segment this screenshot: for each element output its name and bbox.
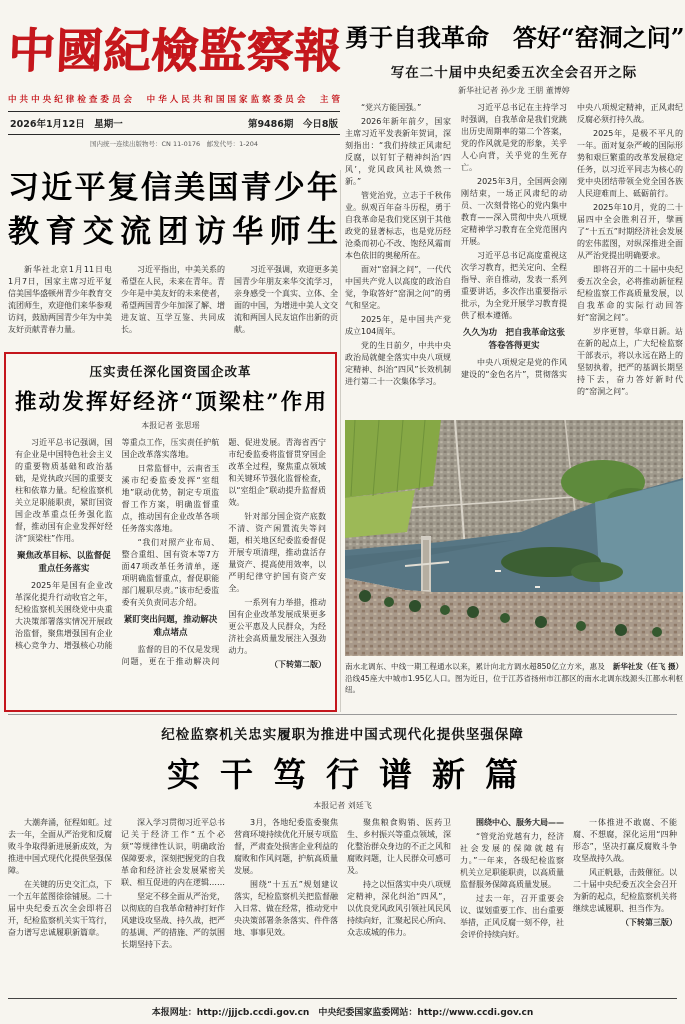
article-body (15, 437, 326, 699)
article-xi-reply (8, 166, 338, 344)
article-self-revolution (345, 22, 683, 402)
body-paragraph: 在关键的历史交汇点，下一个五年蓝图徐徐铺展。二十届中央纪委五次全会即将召开，纪检监察机关实干笃行，奋力谱写忠诚履职新篇章。 (8, 880, 112, 937)
body-paragraph: 3月，各地纪委监委聚焦营商环境持续优化开展专项监督，严肃查处损害企业利益的腐败和作风问题，护航高质量发展。 (234, 818, 338, 875)
article-soe-redbox (4, 352, 337, 712)
body-paragraph: 新华社北京1月11日电 1月7日，国家主席习近平复信美国华盛顿州青少年教育交流团师生，欢迎他们来华参观访问，鼓励两国青少年为中美友好贡献青春力量。 (8, 265, 120, 335)
article-headline: 实干笃行谱新篇 (167, 755, 538, 794)
bold-lead-in: 围绕中心、服务大局—— (476, 818, 564, 827)
body-paragraph: “我们对照产业布局、整合重组、国有资本等7方面47项改革任务清单，逐项明确监督重点，督促职能部门履职尽责。”该市纪委监委有关负责同志介绍。 (121, 538, 220, 607)
dateline (8, 111, 340, 135)
footer-urls: 本报网址：http://jjjcb.ccdi.gov.cn 中央纪委国家监委网站：http://www.ccdi.gov.cn (151, 1008, 534, 1018)
publish-date: 2026年1月12日 星期一 (10, 119, 123, 131)
body-paragraph: 面对“窑洞之问”，一代代中国共产党人以高度的政治自觉，争取答好“窑洞之问”的勇气和坚定。 (345, 265, 451, 311)
main-headline-line2: 教育交流团访华师生 (8, 214, 338, 251)
body-paragraph: “管党治党越有力，经济社会发展的保障就越有力。”一年来，各级纪检监察机关立足职能职责，以高质量监督服务保障高质量发展。 (460, 832, 564, 889)
continuation-note: （下转第二版） (269, 660, 326, 669)
body-paragraph: 2025年，是中国共产党成立104周年。 (345, 315, 451, 337)
publication-code: 国内统一连续出版物号：CN 11-0176 邮发代号：1-204 (89, 140, 258, 149)
article-byline: 本报记者 张思瑶 (141, 421, 200, 430)
body-paragraph: 风正帆悬，击鼓催征。以二十届中央纪委五次全会召开为新的起点，纪检监察机关将继续忠诚履职、担当作为。 (573, 868, 677, 913)
issue-number: 第9486期 今日8版 (247, 119, 338, 131)
body-paragraph: 2025年是国有企业改革深化提升行动收官之年，纪检监察机关围绕党中央重大决策部署落实情况开展政治监督，聚焦增强国有企业核心竞争力、增强核心功能等重点工作，压实责任护航国企改革落实落地。 (15, 438, 220, 650)
body-paragraph: 中央八项规定是党的作风建设的“金色名片”，贯彻落实中央八项规定精神，正风肃纪反腐必须打持久战。 (461, 103, 683, 379)
body-paragraph: 聚焦粮食购销、医药卫生、乡村振兴等重点领域，深化整治群众身边的不正之风和腐败问题，让人民群众可感可及。 (347, 818, 451, 875)
photo-credit: 新华社发（任飞 摄） (612, 662, 683, 671)
body-paragraph: 习近平总书记强调，国有企业是中国特色社会主义的重要物质基础和政治基础，是党执政兴国的重要支柱和依靠力量。纪检监察机关立足职能职责，紧盯国资国企改革重点任务强化监督，推动国有企业发挥好经济“顶梁柱”作用。 (15, 438, 113, 543)
newspaper-title: 中國紀檢監察報 (7, 24, 341, 79)
article-shigan (8, 714, 677, 999)
body-paragraph: 2026年新年前夕，国家主席习近平发表新年贺词，深刻指出：“我们持续正风肃纪反腐，以钉钉子精神纠治‘四风’，党风政风社风焕然一新。” (345, 117, 451, 187)
column-divider (340, 170, 341, 712)
article-body (8, 264, 338, 344)
section-subhead: 聚焦改革目标、以监督促重点任务落实 (17, 551, 111, 574)
section-subhead: 紧盯突出问题，推动解决难点堵点 (123, 615, 218, 638)
main-headline-line1: 习近平复信美国青少年 (8, 170, 338, 206)
body-paragraph: 针对部分国企资产底数不清、资产闲置流失等问题，相关地区纪委监委督促开展专项清理，推动盘活存量资产、提高使用效率，以严明纪律守护国有资产安全。 (228, 512, 326, 593)
body-paragraph: 习近平强调，欢迎更多美国青少年朋友来华交流学习，亲身感受一个真实、立体、全面的中国，为增进中美人文交流和两国人民友谊作出新的贡献。 (234, 265, 338, 335)
section-subhead: 久久为功 把自我革命这张答卷答得更实 (462, 328, 565, 351)
continuation-note: （下转第三版） (621, 918, 677, 927)
body-paragraph: 监督的目的不仅是发现问题，更在于推动解决问题、促进发展。青海省西宁市纪委监委将监督贯穿国企改革全过程，聚焦重点领域和关键环节强化监督检查，以“室组企”联动提升监督质效。 (121, 438, 326, 666)
body-paragraph: 2025年，是极不平凡的一年。面对复杂严峻的国际形势和艰巨繁重的改革发展稳定任务，以习近平同志为核心的党中央团结带领全党全国各族人民迎难而上、砥砺前行。 (577, 129, 683, 199)
photo-caption-text: 南水北调东、中线一期工程通水以来，累计向北方调水超850亿立方米，惠及沿线45座大中城市1.95亿人口。图为近日，位于江苏省扬州市江都区的南水北调东线源头江都水利枢纽。 (345, 662, 683, 695)
body-paragraph: 党的生日前夕，中共中央政治局就健全落实中央八项规定精神、纠治“四风”长效机制进行第二十一次集体学习。 (345, 341, 451, 387)
body-paragraph: 管党治党，立志于千秋伟业。纵观百年奋斗历程，勇于自我革命是我们党区别于其他政党的显著标志，也是党历经沧桑而初心不改、饱经风霜而本色依旧的奥秘所在。 (345, 191, 451, 261)
body-paragraph: 日常监督中，云南省玉溪市纪委监委发挥“室组地”联动优势，制定专项监督工作方案，明确监督重点，推动国有企业改革各项任务落实落地。 (121, 464, 220, 533)
article-headline: 推动发挥好经济“顶梁柱”作用 (15, 390, 326, 415)
article-byline: 本报记者 刘廷飞 (313, 801, 372, 810)
body-paragraph: 围绕“十五五”规划建议落实，纪检监察机关把监督融入日常、做在经常，推动党中央决策部署条条落实、件件落地、事事见效。 (234, 880, 338, 937)
page-footer (8, 998, 677, 1018)
article-subtitle: 写在二十届中央纪委五次全会召开之际 (390, 65, 638, 82)
body-paragraph: 持之以恒落实中央八项规定精神，深化纠治“四风”，以优良党风政风引领社风民风持续向好，汇聚起民心所向、众志成城的伟力。 (347, 880, 451, 937)
article-kicker: 纪检监察机关忠实履职为推进中国式现代化提供坚强保障 (161, 727, 524, 743)
body-paragraph: 过去一年，召开重要会议、谋划重要工作、出台重要举措，正风反腐一刻不停，社会评价持续向好。 (460, 894, 564, 939)
body-paragraph: 习近平总书记在主持学习时强调，自我革命是我们党跳出历史周期率的第二个答案，党的作风就是党的形象，关乎人心向背，关乎党的生死存亡。 (461, 103, 567, 173)
supervisor-line: 中共中央纪律检查委员会 中华人民共和国国家监察委员会 主管 (8, 95, 340, 106)
article-kicker: 压实责任深化国资国企改革 (89, 364, 252, 379)
body-paragraph: 一体推进不敢腐、不能腐、不想腐，深化运用“四种形态”，坚决打赢反腐败斗争攻坚战持久战。 (573, 818, 677, 863)
photo-caption (345, 661, 683, 696)
aerial-photo (345, 420, 683, 656)
masthead (8, 14, 340, 148)
body-paragraph: 大潮奔涌，征程如虹。过去一年，全面从严治党和反腐败斗争取得新进展新成效，为推进中国式现代化提供坚强保障。 (8, 818, 112, 875)
body-paragraph: 习近平指出，中美关系的希望在人民，未来在青年。青少年是中美友好的未来使者，希望两国青少年加深了解、增进友谊、互学互鉴、共同成长。 (121, 265, 225, 335)
body-paragraph: 2025年10月，党的二十届四中全会胜利召开，擘画了“十五五”时期经济社会发展的宏伟蓝图，对纵深推进全面从严治党提出明确要求。 (577, 203, 683, 261)
photo-block (345, 420, 683, 696)
body-paragraph: 2025年3月，全国两会刚刚结束，一场正风肃纪的动员、一次刻骨铭心的党内集中教育——深入贯彻中央八项规定精神学习教育在全党范围内开展。 (461, 177, 567, 247)
body-paragraph: “党兴方能国强。” (361, 103, 422, 113)
article-byline: 新华社记者 孙少龙 王朋 董博婷 (458, 86, 570, 96)
body-paragraph: 坚定不移全面从严治党，以彻底的自我革命精神打好作风建设攻坚战、持久战，把严的基调、严的措施、严的氛围长期坚持下去。 (121, 892, 225, 949)
article-body (345, 102, 683, 402)
body-paragraph: 习近平总书记高度重视这次学习教育，把关定向、全程指导、亲自推动，发表一系列重要讲话，多次作出重要指示批示，为全党开展学习教育提供了根本遵循。 (461, 251, 567, 321)
body-paragraph: 即将召开的二十届中央纪委五次全会，必将推动新征程纪检监察工作高质量发展，以自我革命的实际行动回答好“窑洞之问”。 (577, 265, 683, 323)
body-paragraph: 一系列有力举措，推动国有企业改革发展成果更多更公平惠及人民群众，为经济社会高质量发展注入强劲动力。 (228, 598, 326, 655)
article-headline: 勇于自我革命 答好“窑洞之问” (345, 23, 685, 52)
body-paragraph: 深入学习贯彻习近平总书记关于经济工作“五个必须”等规律性认识，明确政治保障要求，深刻把握党的自我革命和经济社会发展紧密关联、相互促进的内在逻辑…… (121, 818, 225, 887)
body-paragraph: 岁序更替，华章日新。站在新的起点上，广大纪检监察干部表示，将以永远在路上的坚韧执着，把严的基调长期坚持下去，奋力答好新时代的“窑洞之问”。 (577, 327, 683, 397)
article-body (8, 817, 677, 999)
